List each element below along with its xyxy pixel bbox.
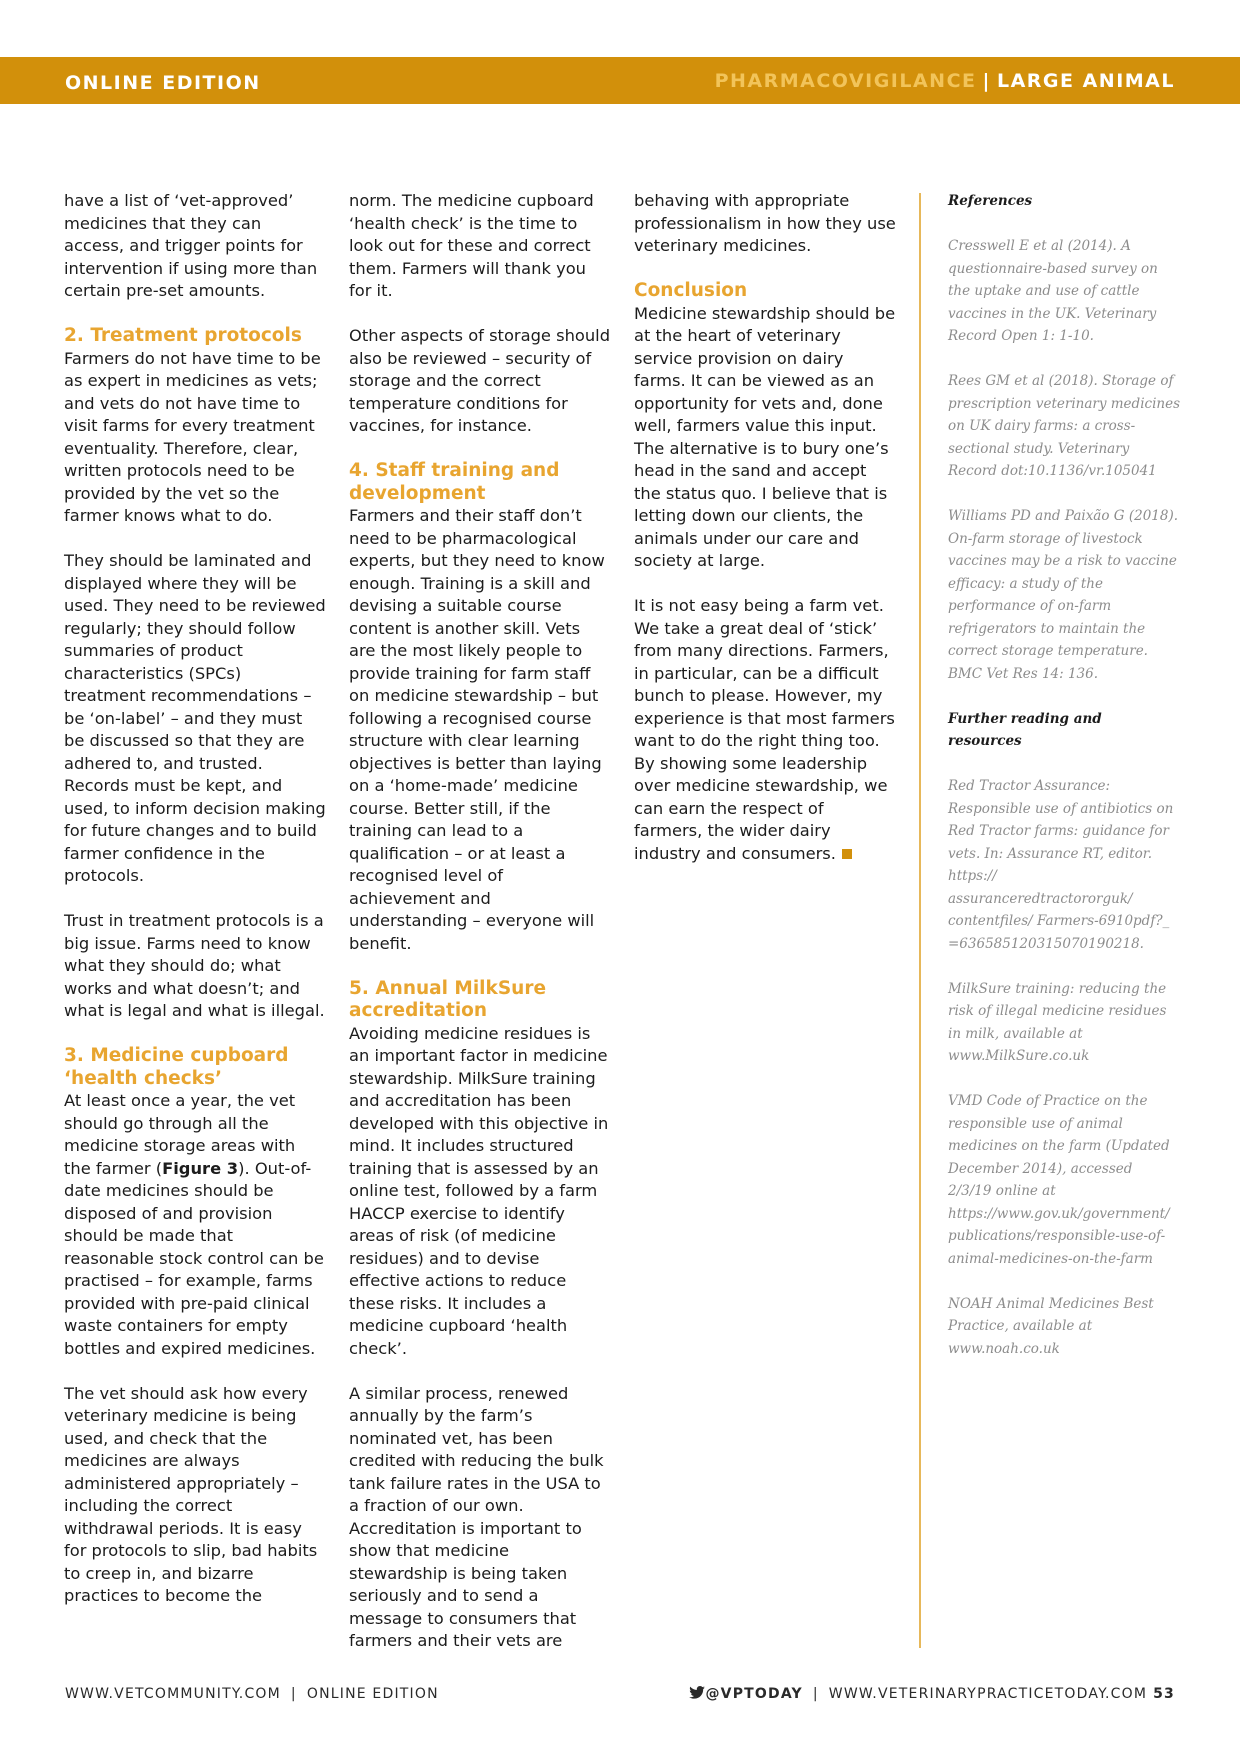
category-name: LARGE ANIMAL — [996, 70, 1175, 92]
section-heading: Conclusion — [634, 280, 748, 301]
references-heading: References — [948, 193, 1033, 209]
header-bar — [0, 57, 1240, 104]
paragraph: Medicine stewardship should be at the heart of veterinary service provision on dairy farms. It can be viewed as an opportunity for vets and, done well, farmers value this input. The alternative is to bury one’s head in the sand and accept the status quo. I believe that is letting down our clients, the animals under our care and society at large. — [634, 303, 896, 570]
paragraph — [64, 1090, 326, 1360]
section-separator: | — [982, 70, 991, 92]
section-heading: 4. Staff training and development — [349, 460, 560, 504]
paragraph: The vet should ask how every veterinary medicine is being used, and check that the medicines are always administered appropriately – including the correct withdrawal periods. It is easy for protocols to slip, bad habits to creep in, and bizarre practices to become the — [64, 1383, 318, 1605]
footer-right — [689, 1686, 1175, 1702]
paragraph: Farmers and their staff don’t need to be pharmacological experts, but they need to know enough. Training is a skill and devising a suitable course content is another skill. Vets are the most likely people to provide training for farm staff on medicine stewardship – but following a recognised course structure with clear learning objectives is better than laying on a ‘home-made’ medicine course. Better still, if the training can lead to a qualification – or at least a recognised level of achievement and understanding – everyone will benefit. — [349, 506, 605, 953]
references-sidebar — [948, 190, 1180, 1383]
footer-site-link: WWW.VETERINARYPRACTICETODAY.COM — [828, 1686, 1148, 1702]
sidebar-divider — [919, 193, 921, 1648]
resource-item: MilkSure training: reducing the risk of illegal medicine residues in milk, available at www.MilkSure.co.uk — [948, 980, 1167, 1064]
footer-site-link: WWW.VETCOMMUNITY.COM — [65, 1686, 281, 1702]
footer-left — [65, 1686, 439, 1702]
paragraph: They should be laminated and displayed where they will be used. They need to be reviewed regularly; they should follow summaries of product characteristics (SPCs) treatment recommendations – be ‘on-label’ – and they must be discussed so that they are adhered to, and trusted. Records must be kept, and used, to inform decision making for future changes and to build farmer confidence in the protocols. — [64, 551, 326, 885]
twitter-handle: @VPTODAY — [705, 1686, 803, 1702]
footer-edition: ONLINE EDITION — [306, 1686, 439, 1702]
section-heading: 3. Medicine cupboard ‘health checks’ — [64, 1045, 289, 1089]
article-column-3 — [634, 190, 896, 888]
paragraph: have a list of ‘vet-approved’ medicines that they can access, and trigger points for intervention if using more than certain pre-set amounts. — [64, 191, 318, 300]
article-column-2 — [349, 190, 611, 1675]
paragraph-text: At least once a year, the vet should go through all the medicine storage areas with the farmer ( — [64, 1091, 296, 1178]
paragraph: norm. The medicine cupboard ‘health check’ is the time to look out for these and correct them. Farmers will thank you for it. — [349, 191, 594, 300]
section-title — [715, 70, 1175, 92]
further-reading-heading: Further reading and resources — [948, 710, 1102, 749]
figure-reference: Figure 3 — [162, 1158, 239, 1178]
edition-label: ONLINE EDITION — [65, 72, 261, 94]
paragraph: behaving with appropriate professionalism in how they use veterinary medicines. — [634, 191, 896, 255]
resource-item: NOAH Animal Medicines Best Practice, available at www.noah.co.uk — [948, 1295, 1154, 1357]
reference-item: Williams PD and Paixão G (2018). On-farm storage of livestock vaccines may be a risk to vaccine efficacy: a study of the performance of on-farm refrigerators to maintain the correct storage temperature. BMC Vet Res 14: 136. — [948, 508, 1179, 682]
paragraph-text: It is not easy being a farm vet. We take a great deal of ‘stick’ from many directions. Farmers, in particular, can be a difficult bunch to please. However, my experience is that most farmers want to do the right thing too. By showing some leadership over medicine stewardship, we can earn the respect of farmers, the wider dairy industry and consumers. — [634, 596, 895, 863]
reference-item: Cresswell E et al (2014). A questionnaire-based survey on the uptake and use of cattle vaccines in the UK. Veterinary Record Open 1: 1-10. — [948, 238, 1158, 344]
article-column-1 — [64, 190, 326, 1630]
paragraph: Avoiding medicine residues is an important factor in medicine stewardship. MilkSure training and accreditation has been developed with this objective in mind. It includes structured training that is assessed by an online test, followed by a farm HACCP exercise to identify areas of risk (of medicine residues) and to devise effective actions to reduce these risks. It includes a medicine cupboard ‘health check’. — [349, 1023, 609, 1358]
section-heading: 2. Treatment protocols — [64, 325, 302, 346]
paragraph: A similar process, renewed annually by the farm’s nominated vet, has been credited with reducing the bulk tank failure rates in the USA to a fraction of our own. Accreditation is important to show that medicine stewardship is being taken seriously and to send a message to consumers that farmers and their vets are — [349, 1383, 604, 1650]
paragraph: Trust in treatment protocols is a big issue. Farms need to know what they should do; what works and what doesn’t; and what is legal and what is illegal. — [64, 911, 325, 1020]
resource-item: Red Tractor Assurance: Responsible use of antibiotics on Red Tractor farms: guidance for vets. In: Assurance RT, editor. https:// assuranceredtractororguk/ contentfiles/ Farmers-6910pdf?_ =636585120315070190218. — [948, 778, 1174, 952]
paragraph: Other aspects of storage should also be reviewed – security of storage and the correct temperature conditions for vaccines, for instance. — [349, 326, 611, 435]
page-number: 53 — [1153, 1686, 1175, 1702]
resource-item: VMD Code of Practice on the responsible use of animal medicines on the farm (Updated December 2014), accessed 2/3/19 online at https://www.gov.uk/government/ publications/responsible-use-of-animal-medicines-on-the-farm — [948, 1093, 1170, 1267]
page-footer — [65, 1686, 1175, 1710]
reference-item: Rees GM et al (2018). Storage of prescription veterinary medicines on UK dairy farms: a cross-sectional study. Veterinary Record dot:10.1136/vr.105041 — [948, 373, 1180, 479]
paragraph-text: ). Out-of-date medicines should be disposed of and provision should be made that reasonable stock control can be practised – for example, farms provided with pre-paid clinical waste containers for empty bottles and expired medicines. — [64, 1158, 324, 1358]
twitter-icon — [689, 1686, 705, 1699]
end-of-article-marker — [842, 849, 852, 859]
paragraph — [634, 595, 896, 865]
footer-separator: | — [812, 1686, 819, 1702]
section-heading: 5. Annual MilkSure accreditation — [349, 977, 546, 1021]
footer-separator: | — [290, 1686, 297, 1702]
paragraph: Farmers do not have time to be as expert in medicines as vets; and vets do not have time to visit farms for every treatment eventuality. Therefore, clear, written protocols need to be provided by the vet so the farmer knows what to do. — [64, 348, 321, 525]
section-name: PHARMACOVIGILANCE — [714, 70, 977, 92]
